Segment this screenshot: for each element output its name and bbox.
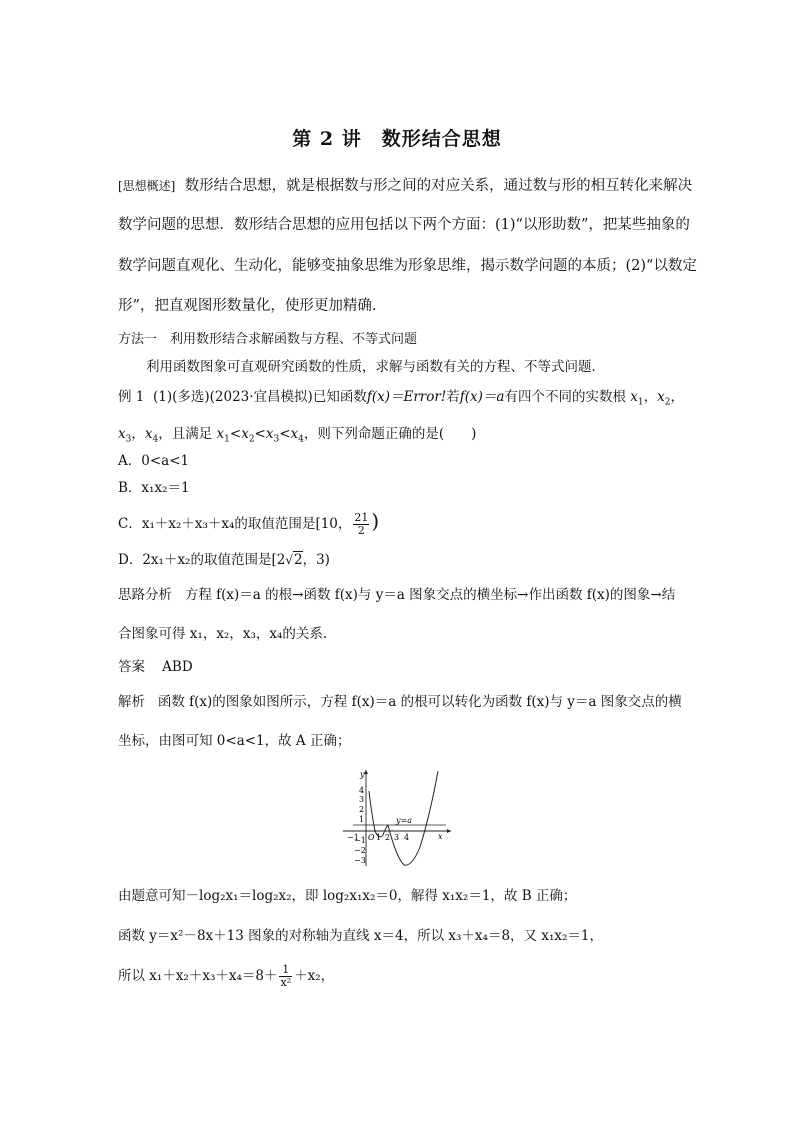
example-cond-b: f(x)＝a: [459, 389, 505, 405]
option-d-root: 2: [293, 552, 303, 568]
solution-line-1: [118, 692, 682, 712]
example-function: f(x)＝Error!: [366, 389, 447, 405]
example-source: (1)(多选)(2023·宜昌模拟)已知函数: [152, 389, 367, 405]
function-graph: [338, 765, 458, 870]
root-x3: x: [118, 426, 126, 442]
option-b: B．x₁x₂＝1: [118, 480, 190, 496]
example-line-1: 例 1 (1)(多选)(2023·宜昌模拟)已知函数f(x)＝Error!若f(x)＝a有四个不同的实数根 $x_1$，$x_2$，: [118, 389, 684, 408]
solution-label: 解析: [118, 694, 145, 710]
overview-tag: [思想概述]: [118, 179, 176, 193]
overview-text-1: 数形结合思想，就是根据数与形之间的对应关系，通过数与形的相互转化来解决: [184, 178, 693, 194]
option-d: D．2x₁＋x₂的取值范围是[2√2，3): [118, 552, 330, 568]
x-tick-3: 3: [394, 833, 400, 842]
option-a: A．0<a<1: [118, 453, 190, 469]
x-tick-1: 1: [376, 833, 382, 842]
analysis-line-2: 合图象可得 x₁，x₂，x₃，x₄的关系.: [118, 626, 328, 642]
line-label: y=a: [396, 816, 412, 825]
y-axis-arrow: [364, 770, 368, 774]
y-tick-4: 4: [359, 786, 365, 795]
overview-line-4: 形”，把直观图形数量化，使形更加精确.: [118, 298, 377, 314]
overview-line-1: [118, 176, 692, 196]
solution-fraction: [279, 964, 292, 989]
x-axis-arrow: [447, 829, 451, 833]
option-c: [118, 511, 379, 537]
example-cond-c: 有四个不同的实数根: [504, 389, 626, 405]
option-c-num: 21: [354, 511, 369, 524]
overview-line-3: 数学问题直观化、生动化，能够变抽象思维为形象思维，揭示数学问题的本质；(2)“以数定: [118, 258, 697, 274]
y-tick-3: 3: [359, 795, 365, 804]
solution-line-5: [118, 964, 334, 989]
log-branch-curve: [369, 791, 388, 837]
solution-line5-pre: 所以 x₁＋x₂＋x₃＋x₄＝8＋: [118, 968, 278, 984]
option-c-fraction: [353, 512, 369, 537]
option-d-text: D．2x₁＋x₂的取值范围是[2: [118, 552, 286, 568]
y-axis-label: y: [360, 770, 365, 779]
answer-line: [118, 657, 193, 677]
solution-line-4: 函数 y＝x²－8x＋13 图象的对称轴为直线 x＝4，所以 x₃＋x₄＝8，又 x₁x₂＝1，: [118, 928, 603, 944]
option-d-post: ，3): [302, 552, 330, 568]
solution-frac-den: x²: [280, 976, 292, 989]
answer-value: ABD: [162, 659, 193, 675]
option-c-open: [10，: [315, 516, 352, 532]
origin-label: O: [368, 833, 375, 842]
analysis-line-1: [118, 585, 675, 605]
option-c-text: C．x₁＋x₂＋x₃＋x₄的取值范围是: [118, 516, 316, 532]
y-tick-neg2: −2: [354, 846, 366, 855]
analysis-label: 思路分析: [118, 587, 172, 603]
overview-line-2: 数学问题的思想．数形结合思想的应用包括以下两个方面：(1)“以形助数”，把某些抽象的: [118, 217, 690, 233]
example-label: 例 1: [118, 389, 145, 405]
root-x: x: [630, 389, 638, 405]
x-tick-neg1: −1: [347, 833, 359, 842]
example-line2-b: ，且满足: [158, 426, 213, 442]
option-c-close: ): [371, 509, 380, 533]
y-tick-neg1: −1: [354, 836, 366, 845]
analysis-text-1: 方程 f(x)＝a 的根→函数 f(x)与 y＝a 图象交点的横坐标→作出函数 f(x)的图象→结: [184, 587, 676, 603]
x-axis-label: x: [438, 832, 443, 841]
solution-frac-num: 1: [279, 964, 292, 977]
method1-intro: 利用函数图象可直观研究函数的性质，求解与函数有关的方程、不等式问题．: [146, 359, 605, 375]
x-tick-4: 4: [404, 833, 410, 842]
example-line2-c: ，则下列命题正确的是( ): [303, 426, 477, 442]
option-c-den: 2: [357, 524, 365, 537]
method1-title: 方法一 利用数形结合求解函数与方程、不等式问题: [118, 332, 418, 347]
example-cond-a: 若: [446, 389, 460, 405]
example-line-2: $x_3$，$x_4$，且满足 $x_1<x_2<x_3<x_4$，则下列命题正确的是( ): [118, 426, 477, 445]
y-tick-neg3: −3: [354, 856, 366, 865]
y-tick-2: 2: [359, 805, 365, 814]
answer-label: 答案: [118, 659, 145, 675]
page-title: 第 2 讲 数形结合思想: [292, 128, 502, 150]
solution-line-3: 由题意可知－log₂x₁＝log₂x₂，即 log₂x₁x₂＝0，解得 x₁x₂＝1，故 B 正确；: [118, 888, 577, 904]
y-tick-1: 1: [359, 815, 365, 824]
x-tick-2: 2: [385, 833, 391, 842]
solution-text-1: 函数 f(x)的图象如图所示，方程 f(x)＝a 的根可以转化为函数 f(x)与 y＝a 图象交点的横: [157, 694, 682, 710]
solution-line5-post: ＋x₂，: [294, 968, 335, 984]
solution-line-2: 坐标，由图可知 0<a<1，故 A 正确；: [118, 733, 351, 749]
